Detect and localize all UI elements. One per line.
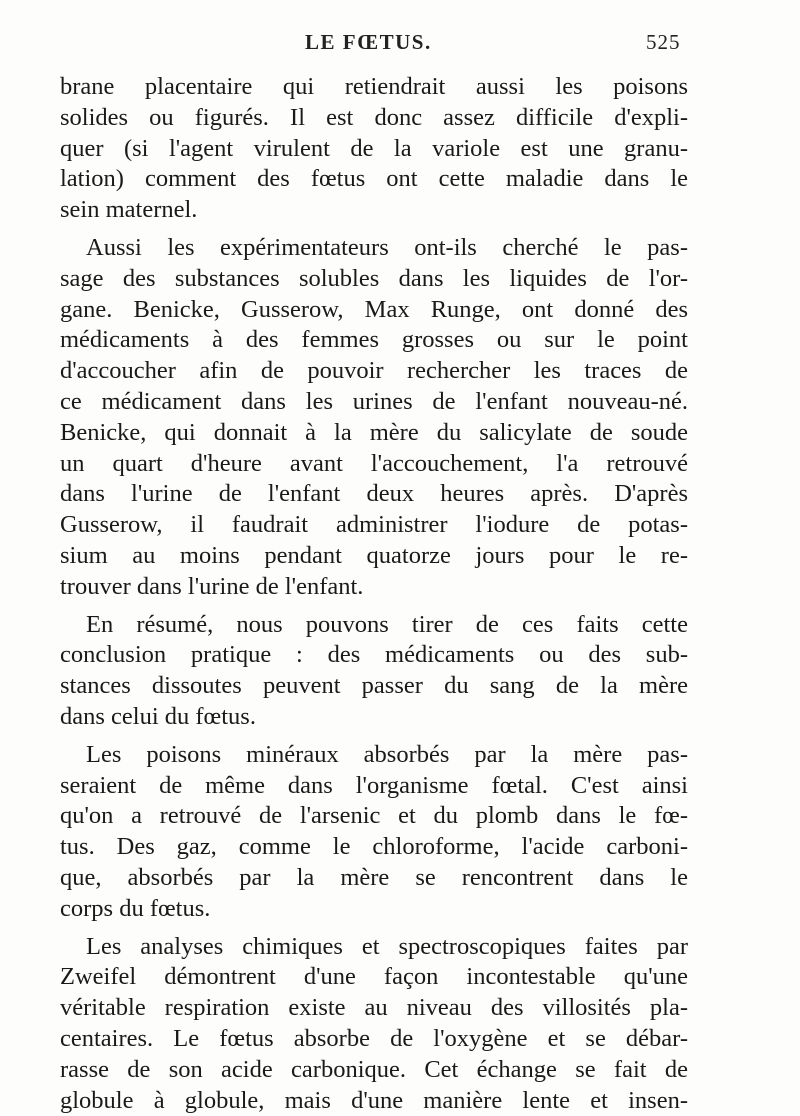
text-line: gane. Benicke, Gusserow, Max Runge, ont donné des [60,295,688,326]
text-line: centaires. Le fœtus absorbe de l'oxygène et se débar- [60,1024,688,1055]
text-line: dans l'urine de l'enfant deux heures après. D'après [60,479,688,510]
text-line: solides ou figurés. Il est donc assez difficile d'expli- [60,103,688,134]
text-line: trouver dans l'urine de l'enfant. [60,572,688,603]
text-line: d'accoucher afin de pouvoir rechercher les traces de [60,356,688,387]
text-line: globule à globule, mais d'une manière lente et insen- [60,1086,688,1116]
paragraph [60,233,688,603]
text-line: conclusion pratique : des médicaments ou des sub- [60,640,688,671]
text-line: brane placentaire qui retiendrait aussi les poisons [60,72,688,103]
paragraph [60,610,688,733]
text-line: seraient de même dans l'organisme fœtal. C'est ainsi [60,771,688,802]
text-line: sium au moins pendant quatorze jours pour le re- [60,541,688,572]
text-line: qu'on a retrouvé de l'arsenic et du plomb dans le fœ- [60,801,688,832]
paragraph [60,740,688,925]
text-line: Zweifel démontrent d'une façon incontestable qu'une [60,962,688,993]
text-line: sage des substances solubles dans les liquides de l'or- [60,264,688,295]
running-title: LE FŒTUS. [305,30,432,55]
text-line: dans celui du fœtus. [60,702,688,733]
text-line: médicaments à des femmes grosses ou sur le point [60,325,688,356]
text-line: sein maternel. [60,195,688,226]
text-line: corps du fœtus. [60,894,688,925]
page-number: 525 [646,30,681,55]
text-line: En résumé, nous pouvons tirer de ces faits cette [60,610,688,641]
text-line: que, absorbés par la mère se rencontrent dans le [60,863,688,894]
text-body [60,72,688,1116]
text-line: Les analyses chimiques et spectroscopiques faites par [60,932,688,963]
text-line: un quart d'heure avant l'accouchement, l'a retrouvé [60,449,688,480]
text-line: tus. Des gaz, comme le chloroforme, l'acide carboni- [60,832,688,863]
text-line: rasse de son acide carbonique. Cet échange se fait de [60,1055,688,1086]
text-line: stances dissoutes peuvent passer du sang de la mère [60,671,688,702]
text-line: ce médicament dans les urines de l'enfant nouveau-né. [60,387,688,418]
paragraph [60,932,688,1116]
paragraph [60,72,688,226]
text-line: Gusserow, il faudrait administrer l'iodure de potas- [60,510,688,541]
text-line: Les poisons minéraux absorbés par la mère pas- [60,740,688,771]
text-line: Benicke, qui donnait à la mère du salicylate de soude [60,418,688,449]
text-line: Aussi les expérimentateurs ont-ils cherché le pas- [60,233,688,264]
text-line: lation) comment des fœtus ont cette maladie dans le [60,164,688,195]
text-line: véritable respiration existe au niveau des villosités pla- [60,993,688,1024]
text-line: quer (si l'agent virulent de la variole est une granu- [60,134,688,165]
